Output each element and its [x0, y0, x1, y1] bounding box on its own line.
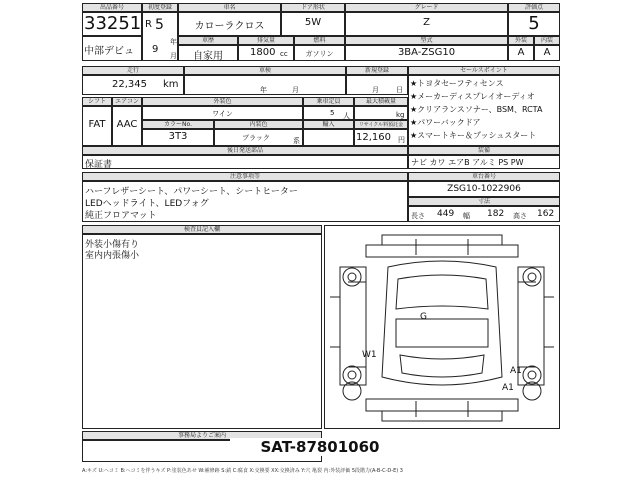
notes-header: 注意事項等 — [82, 172, 408, 181]
car-diagram — [326, 227, 558, 427]
inspection-year-unit: 年 — [260, 86, 267, 94]
sales-header: セールスポイント — [408, 66, 560, 75]
car-name: カローラクロス — [194, 21, 265, 32]
length: 449 — [437, 209, 455, 219]
capacity-header: 乗車定員 — [303, 97, 354, 106]
notes-line: LEDヘッドライト、LEDフォグ — [85, 199, 209, 209]
month-unit: 月 — [170, 52, 177, 60]
recycle-fee: 12,160 — [356, 132, 391, 143]
sales-item: ★クリアランスソナー、BSM、RCTA — [410, 105, 543, 114]
first-reg-header: 初度登録 — [142, 3, 178, 12]
load-unit: kg — [396, 111, 405, 119]
ac: AAC — [116, 119, 138, 130]
car-name-header: 車名 — [178, 3, 281, 12]
grade-header: グレード — [345, 3, 508, 12]
recycle-unit: 円 — [398, 136, 405, 144]
fuel-header: 燃料 — [294, 36, 345, 45]
inspector-header: 検査員記入欄 — [82, 225, 322, 234]
length-label: 長さ — [411, 212, 425, 220]
later-parts: 保証書 — [85, 160, 113, 170]
color-no: 3T3 — [168, 131, 188, 142]
color-no-header: カラーNo. — [142, 120, 214, 129]
height: 162 — [537, 209, 555, 219]
displacement-header: 排気量 — [238, 36, 294, 45]
later-parts-cell — [82, 155, 408, 169]
debut-label: 中部デビュ — [84, 46, 134, 57]
chassis-number: ZSG10-1022906 — [447, 184, 521, 194]
mileage: 22,345 — [112, 79, 147, 90]
int-color: ブラック — [242, 134, 270, 142]
sales-item: ★トヨタセーフティセンス — [410, 79, 504, 88]
era-year: 5 — [155, 17, 164, 33]
import-header: 輸入 — [303, 120, 354, 129]
door-header: ドア形状 — [281, 3, 345, 12]
registration-day-unit: 日 — [396, 86, 403, 94]
registration-header: 新規登録 — [346, 66, 408, 75]
sales-item: ★パワーバックドア — [410, 118, 481, 127]
sales-item: ★メーカーディスプレイオーディオ — [410, 92, 535, 101]
model-code: 3BA-ZSG10 — [397, 47, 456, 58]
chassis-header: 車台番号 — [408, 172, 560, 181]
footer-legend: A:キズ U:ヘコミ B:ヘコミを伴うキズ P:塗装色あせ W:補修跡 S:錆 C:腐食 X:交換要 XX:交換済み Y:穴 亀裂 内:外装評価 5段階力(A-B-C-D-E) 3 — [82, 468, 403, 474]
usage: 自家用 — [193, 51, 223, 62]
sales-item: ★スマートキー＆プッシュスタート — [410, 131, 537, 140]
damage-mark: W1 — [362, 350, 377, 360]
damage-mark: A1 — [502, 383, 514, 393]
width-label: 幅 — [463, 212, 470, 220]
dims-header: 寸法 — [408, 197, 560, 206]
height-label: 高さ — [513, 212, 527, 220]
score: 5 — [528, 13, 540, 34]
later-parts-header: 後日発送部品 — [82, 146, 408, 155]
color: ワイン — [212, 110, 233, 118]
displacement-unit: cc — [280, 50, 288, 58]
model-header: 型式 — [345, 36, 508, 45]
int-score: A — [543, 47, 551, 58]
capacity: 5 — [330, 109, 335, 117]
reg-month: 9 — [152, 44, 159, 55]
lot-no: 33251 — [84, 13, 142, 34]
mileage-unit: km — [163, 79, 179, 90]
int-score-header: 内装 — [534, 36, 560, 45]
equipment-header: 装備 — [408, 146, 560, 155]
grade: Z — [423, 17, 430, 28]
office-header: 事務局よりご案内 — [82, 431, 322, 440]
inspector-cell — [82, 234, 322, 429]
displacement: 1800 — [250, 47, 276, 58]
ac-header: エアコン — [112, 97, 142, 106]
ext-score-header: 外装 — [508, 36, 534, 45]
year-unit: 年 — [170, 38, 177, 46]
registration-month-unit: 月 — [372, 86, 379, 94]
mileage-header: 走行 — [82, 66, 184, 75]
recycle-header: リサイクル料預託金 — [354, 120, 408, 129]
damage-mark: G — [420, 312, 427, 322]
fuel: ガソリン — [305, 50, 334, 58]
notes-line: ハーフレザーシート、パワーシート、シートヒーター — [85, 187, 298, 197]
int-color-suffix: 系 — [293, 137, 300, 145]
int-color-header: 内装色 — [214, 120, 303, 129]
inspector-line: 外装小傷有り — [85, 240, 140, 250]
lot-no-header: 出品番号 — [82, 3, 142, 12]
era: R — [145, 19, 152, 30]
import-cell — [303, 129, 354, 146]
damage-mark: A1 — [510, 366, 522, 376]
score-header: 評価点 — [508, 3, 560, 12]
notes-line: 純正フロアマット — [85, 211, 157, 221]
door-type: 5W — [304, 17, 322, 28]
shift: FAT — [88, 119, 106, 130]
ext-score: A — [517, 47, 525, 58]
inspection-header: 車検 — [184, 66, 346, 75]
load-header: 最大積載量 — [354, 97, 408, 106]
shift-header: シフト — [82, 97, 112, 106]
width: 182 — [487, 209, 505, 219]
color-header: 外装色 — [142, 97, 303, 106]
usage-header: 車歴 — [178, 36, 238, 45]
inspection-month-unit: 月 — [292, 86, 299, 94]
inspector-line: 室内内張傷小 — [85, 251, 140, 261]
capacity-unit: 人 — [343, 112, 350, 120]
sat-number: SAT-87801060 — [230, 438, 410, 456]
equipment: ナビ カワ エアB アルミ PS PW — [411, 158, 524, 167]
